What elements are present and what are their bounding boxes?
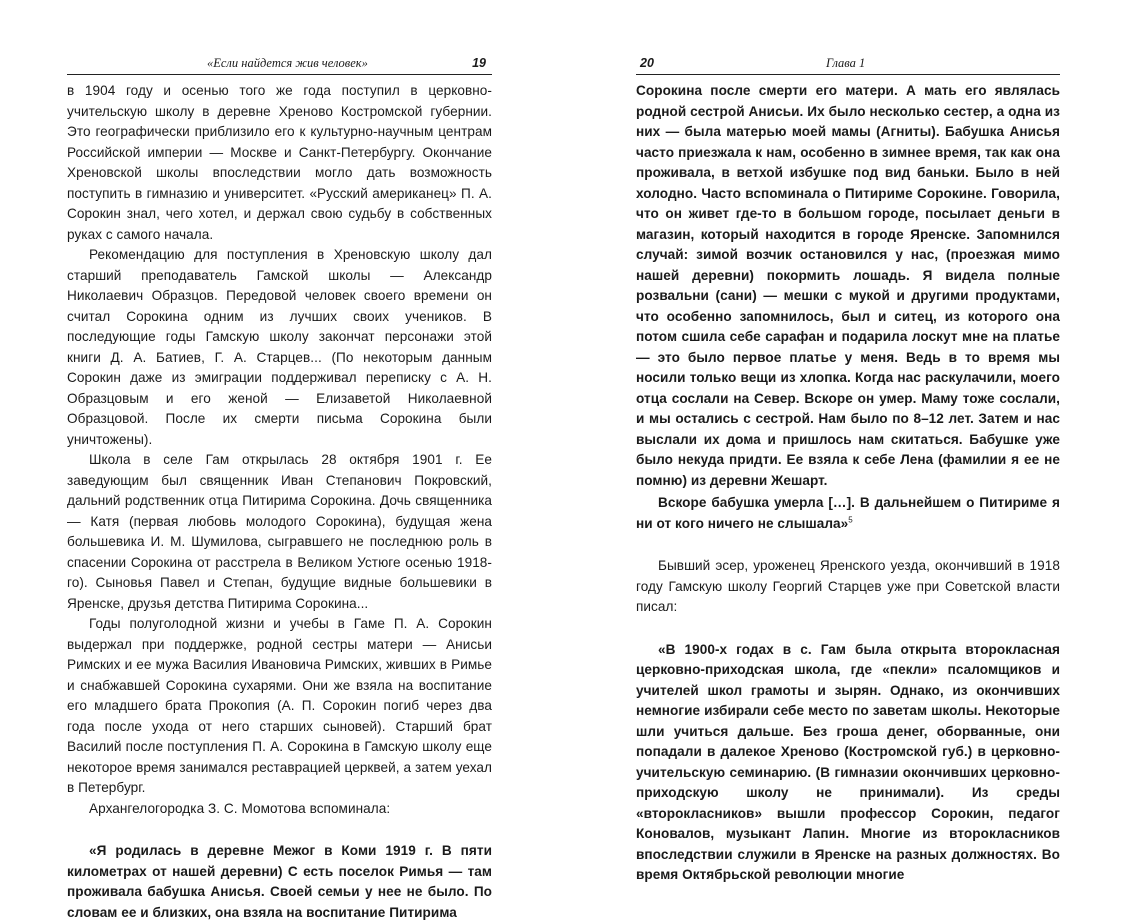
running-header: [636, 56, 1060, 75]
quote-end-text: Вскоре бабушка умерла […]. В дальнейшем о Питириме я ни от кого ничего не слышала»: [636, 495, 1060, 531]
footnote-mark: 5: [848, 514, 853, 524]
paragraph: Рекомендацию для поступления в Хреновскую школу дал старший преподаватель Гамской школы — Александр Николаевич Образцов. Передовой человек своего времени он считал Сорокина одним из лучших своих учеников. В последующие годы Гамскую школу закончат персонажи этой книги Д. А. Батиев, Г. А. Старцев... (По некоторым данным Сорокин даже из эмиграции поддерживал переписку с А. Н. Образцовым и его женой — Елизаветой Николаевной Образцовой. После их смерти письма Сорокина были уничтожены).: [67, 247, 492, 447]
quote-block: Сорокина после смерти его матери. А мать его являлась родной сестрой Анисьи. Их было несколько сестер, а одна из них — была матерью моей мамы (Агниты). Бабушка Анисья часто приезжала к нам, особенно в зимнее время, так как она проживала, в ветхой избушке под вид баньки. Было в ней холодно. Часто вспоминала о Питириме Сорокине. Говорила, что он живет где-то в большом городе, посылает деньги в магазин, который находится в городе Яренске. Запомнился случай: зимой возчик остановился у нас, (проезжая мимо нашей деревни) покормить лошадь. Я видела полные розвальни (сани) — мешки с мукой и другими продуктами, что особенно запомнилось, был и ситец, из которого она потом сшила себе сарафан и подарила лоскут мне на платье — это было первое платье у меня. Ведь в то время мы носили только вещи из хлопка. Когда нас раскулачили, моего отца сослали на Север. Вскоре он умер. Маму тоже сослали, и мы остались с сестрой. Нам было по 8–12 лет. Затем и нас выслали их дома и пришлось нам скитаться. Бабушке уже было некуда придти. Ее взяла к себе Лена (фамилии я ее не помню) из деревни Жешарт.: [636, 83, 1060, 488]
header-title: Глава 1: [826, 56, 866, 70]
page-number: 20: [640, 56, 654, 70]
paragraph: Бывший эсер, уроженец Яренского уезда, окончивший в 1918 году Гамскую школу Георгий Старцев уже при Советской власти писал:: [636, 558, 1060, 614]
paragraph: Годы полуголодной жизни и учебы в Гаме П. А. Сорокин выдержал при поддержке, родной сестры матери — Анисьи Римских и ее мужа Василия Ивановича Римских, живших в Римье и снабжавшей Сорокина сухарями. Они же взяла на воспитание его младшего брата Прокопия (А. П. Сорокин погиб через два года после ухода от него старших сыновей). Старший брат Василий после поступления П. А. Сорокина в Гамскую школу еще некоторое время занимался реставрацией церквей, а затем уехал в Петербург.: [67, 616, 492, 795]
quote-block-end: [636, 493, 1060, 534]
paragraph: в 1904 году и осенью того же года поступил в церковно-учительскую школу в деревне Хреново Костромской губернии. Это географически приблизило его к культурно-научным центрам Российской империи — Москве и Санкт-Петербургу. Окончание Хреновской школы впоследствии могло дать возможность поступить в гимназию и университет. «Русский американец» П. А. Сорокин знал, чего хотел, и держал свою судьбу в собственных руках с самого начала.: [67, 83, 492, 242]
header-title: «Если найдется жив человек»: [207, 56, 368, 70]
paragraph: Школа в селе Гам открылась 28 октября 1901 г. Ее заведующим был священник Иван Степанович Покровский, дальний родственник отца Питирима Сорокина. Дочь священника — Катя (первая любовь молодого Сорокина), будущая жена большевика И. М. Шумилова, сыгравшего не последнюю роль в спасении Сорокина от расстрела в Великом Устюге осенью 1918-го). Сыновья Павел и Степан, будущие видные большевики в Яренске, друзья детства Питирима Сорокина...: [67, 452, 492, 611]
page-number: 19: [472, 56, 486, 70]
page-body: [636, 81, 1060, 886]
quote-block: «В 1900-х годах в с. Гам была открыта второкласная церковно-приходская школа, где «пекли» псаломщиков и учителей школ грамоты и зырян. Однако, из окончивших немногие избирали себе место по заветам школы. Некоторые шли учиться дальше. Без гроша денег, оборванные, они попадали в далекое Хреново (Костромской губ.) в церковно-учительскую семинарию. (В гимназии окончивших церковно-приходскую школу не принимали). Из среды «второкласников» вышли профессор Сорокин, педагог Коновалов, музыкант Лапин. Многие из второкласников впоследствии служили в Яренске на разных должностях. Во время Октябрьской революции многие: [636, 641, 1060, 882]
page-body: [67, 81, 492, 923]
left-page: [67, 56, 492, 923]
paragraph: Архангелогородка З. С. Момотова вспоминала:: [89, 800, 391, 816]
quote-block: «Я родилась в деревне Межог в Коми 1919 г. В пяти километрах от нашей деревни) С есть поселок Римья — там проживала бабушка Анисья. Своей семьи у нее не было. По словам ее и близких, она взяла на воспитание Питирима: [67, 843, 492, 920]
running-header: [67, 56, 492, 75]
right-page: [636, 56, 1060, 886]
